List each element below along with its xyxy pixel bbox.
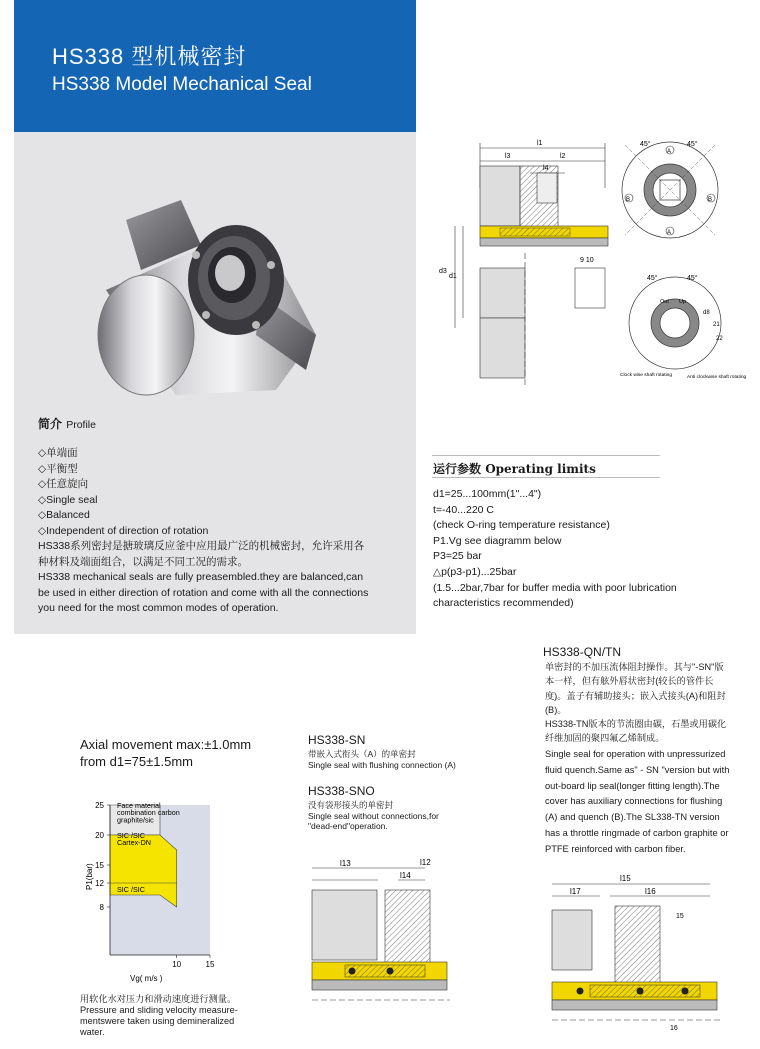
- title-chinese: HS338 型机械密封: [52, 44, 247, 69]
- qn-desc-cn: 单密封的不加压流体阻封操作。其与"-SN"版 本一样，但有舷外唇状密封(较长的管件长 度)。盖子有辅助接头；嵌入式接头(A)和阻封 (B)。 HS338-TN版本的节流圈由碳，石墨或用碳化 纤维加固的聚四氟乙烯制成。: [545, 662, 727, 744]
- svg-text:A: A: [667, 230, 672, 236]
- svg-text:l13: l13: [340, 859, 351, 868]
- operating-line: △p(p3-p1)...25bar: [433, 565, 517, 578]
- dim-d3: d3: [439, 268, 447, 275]
- label-9-10: 9 10: [580, 257, 594, 264]
- y-tick-label: 25: [95, 801, 104, 810]
- sno-title: HS338-SNO: [308, 784, 375, 798]
- svg-text:d8: d8: [703, 310, 710, 316]
- svg-text:A: A: [667, 149, 672, 155]
- feature-item: ◇平衡型: [38, 462, 78, 475]
- sn-title: HS338-SN: [308, 733, 366, 747]
- end-view-top: [622, 140, 718, 238]
- sno-drawing: [300, 850, 465, 1040]
- svg-text:Up: Up: [679, 299, 687, 305]
- svg-text:l14: l14: [400, 871, 411, 880]
- svg-text:Clock wise shaft rotating: Clock wise shaft rotating: [620, 373, 672, 378]
- feature-item: ◇任意旋向: [38, 478, 89, 491]
- svg-text:16: 16: [670, 1025, 678, 1032]
- svg-text:22: 22: [716, 336, 723, 342]
- region-label: combination carbon: [117, 808, 180, 818]
- svg-text:45°: 45°: [687, 275, 698, 282]
- dim-l2: l2: [560, 153, 566, 160]
- title-english: HS338 Model Mechanical Seal: [52, 74, 312, 95]
- feature-item: ◇Single seal: [38, 493, 98, 506]
- sn-desc: 带嵌入式衔头（A）的单密封 Single seal with flushing connection (A): [308, 749, 456, 770]
- end-view-bottom: [620, 274, 747, 380]
- svg-text:l16: l16: [645, 887, 656, 896]
- sno-desc: 没有袋形接头的单密封 Single seal without connections,for "dead-end"operation.: [308, 800, 439, 831]
- x-axis-label: Vg( m/s ): [130, 974, 163, 983]
- qn-drawing: [540, 870, 740, 1040]
- feature-item: ◇Independent of direction of rotation: [38, 524, 209, 537]
- svg-text:45°: 45°: [687, 141, 698, 148]
- qn-title: HS338-QN/TN: [543, 645, 622, 659]
- svg-text:45°: 45°: [647, 275, 658, 282]
- svg-text:l17: l17: [570, 887, 581, 896]
- operating-list: [433, 487, 677, 612]
- region-label: graphite/sic: [117, 815, 154, 825]
- region-label: SIC /SIC: [117, 885, 145, 894]
- dim-d1: d1: [449, 273, 457, 280]
- operating-line: (1.5...2bar,7bar for buffer media with poor lubrication: [433, 581, 677, 594]
- axial-movement: Axial movement max:±1.0mm from d1=75±1.5mm: [80, 737, 252, 769]
- svg-text:l12: l12: [420, 858, 431, 867]
- y-tick-label: 8: [99, 903, 104, 912]
- svg-text:45°: 45°: [640, 141, 651, 148]
- svg-text:Anti clockwise shaft rotating: Anti clockwise shaft rotating: [687, 375, 747, 380]
- divider-top: [432, 455, 660, 456]
- feature-item: ◇单端面: [38, 447, 78, 459]
- operating-heading: 运行参数 Operating limits: [433, 462, 596, 476]
- region-label: Face material: [117, 801, 161, 810]
- region-label: Cartex-DN: [117, 838, 151, 848]
- operating-line: d1=25...100mm(1"...4"): [433, 488, 542, 500]
- feature-list: [38, 446, 208, 540]
- operating-line: characteristics recommended): [433, 597, 574, 610]
- technical-drawing: [425, 128, 755, 398]
- dim-l3: l3: [505, 153, 511, 160]
- svg-text:Out: Out: [660, 299, 669, 305]
- operating-line: P1.Vg see diagramm below: [433, 534, 562, 547]
- operating-line: (check O-ring temperature resistance): [433, 519, 610, 532]
- x-tick-label: 10: [172, 960, 182, 969]
- qn-desc-en: Single seal for operation with unpressurized fluid quench.Same as" - SN "version but with out-board lip seal(longer fitting length).The cover has auxiliary connections for flushing (A) and quench (B).The SL338-TN version has a throttle ringmade of carbon graphite or PTFE reinforced with carbon fiber.: [545, 749, 730, 854]
- svg-text:B: B: [626, 197, 631, 203]
- profile-description-cn: HS338系列密封是搪玻璃反应釜中应用最广泛的机械密封，允许采用各 种材料及端面组合，以满足不同工况的需求。: [38, 540, 365, 568]
- dim-l1: l1: [537, 140, 543, 147]
- svg-text:l15: l15: [620, 874, 631, 883]
- y-tick-label: 15: [95, 861, 104, 870]
- svg-text:B: B: [708, 197, 713, 203]
- pv-chart: [70, 790, 260, 990]
- operating-line: t=-40...220 C: [433, 503, 494, 516]
- x-tick-label: 15: [205, 960, 215, 969]
- operating-line: P3=25 bar: [433, 550, 482, 563]
- divider-bottom: [432, 477, 660, 478]
- y-axis-label: P1(bar): [85, 863, 94, 890]
- svg-text:15: 15: [676, 913, 684, 920]
- y-tick-label: 12: [95, 879, 104, 888]
- svg-text:21: 21: [713, 322, 720, 328]
- feature-item: ◇Balanced: [38, 509, 90, 522]
- y-tick-label: 20: [95, 831, 104, 840]
- profile-description-en: HS338 mechanical seals are fully preasembled.they are balanced,can be used in either direction of rotation and come with all the connections you need for the most common modes of operation.: [38, 571, 369, 615]
- region-label: SIC /SIC: [117, 831, 145, 840]
- product-photo: [86, 185, 326, 415]
- profile-heading: 简介 Profile: [38, 417, 96, 431]
- chart-note: 用软化水对压力和滑动速度进行测量。 Pressure and sliding velocity measure- mentswere taken using demineralized water.: [80, 994, 238, 1037]
